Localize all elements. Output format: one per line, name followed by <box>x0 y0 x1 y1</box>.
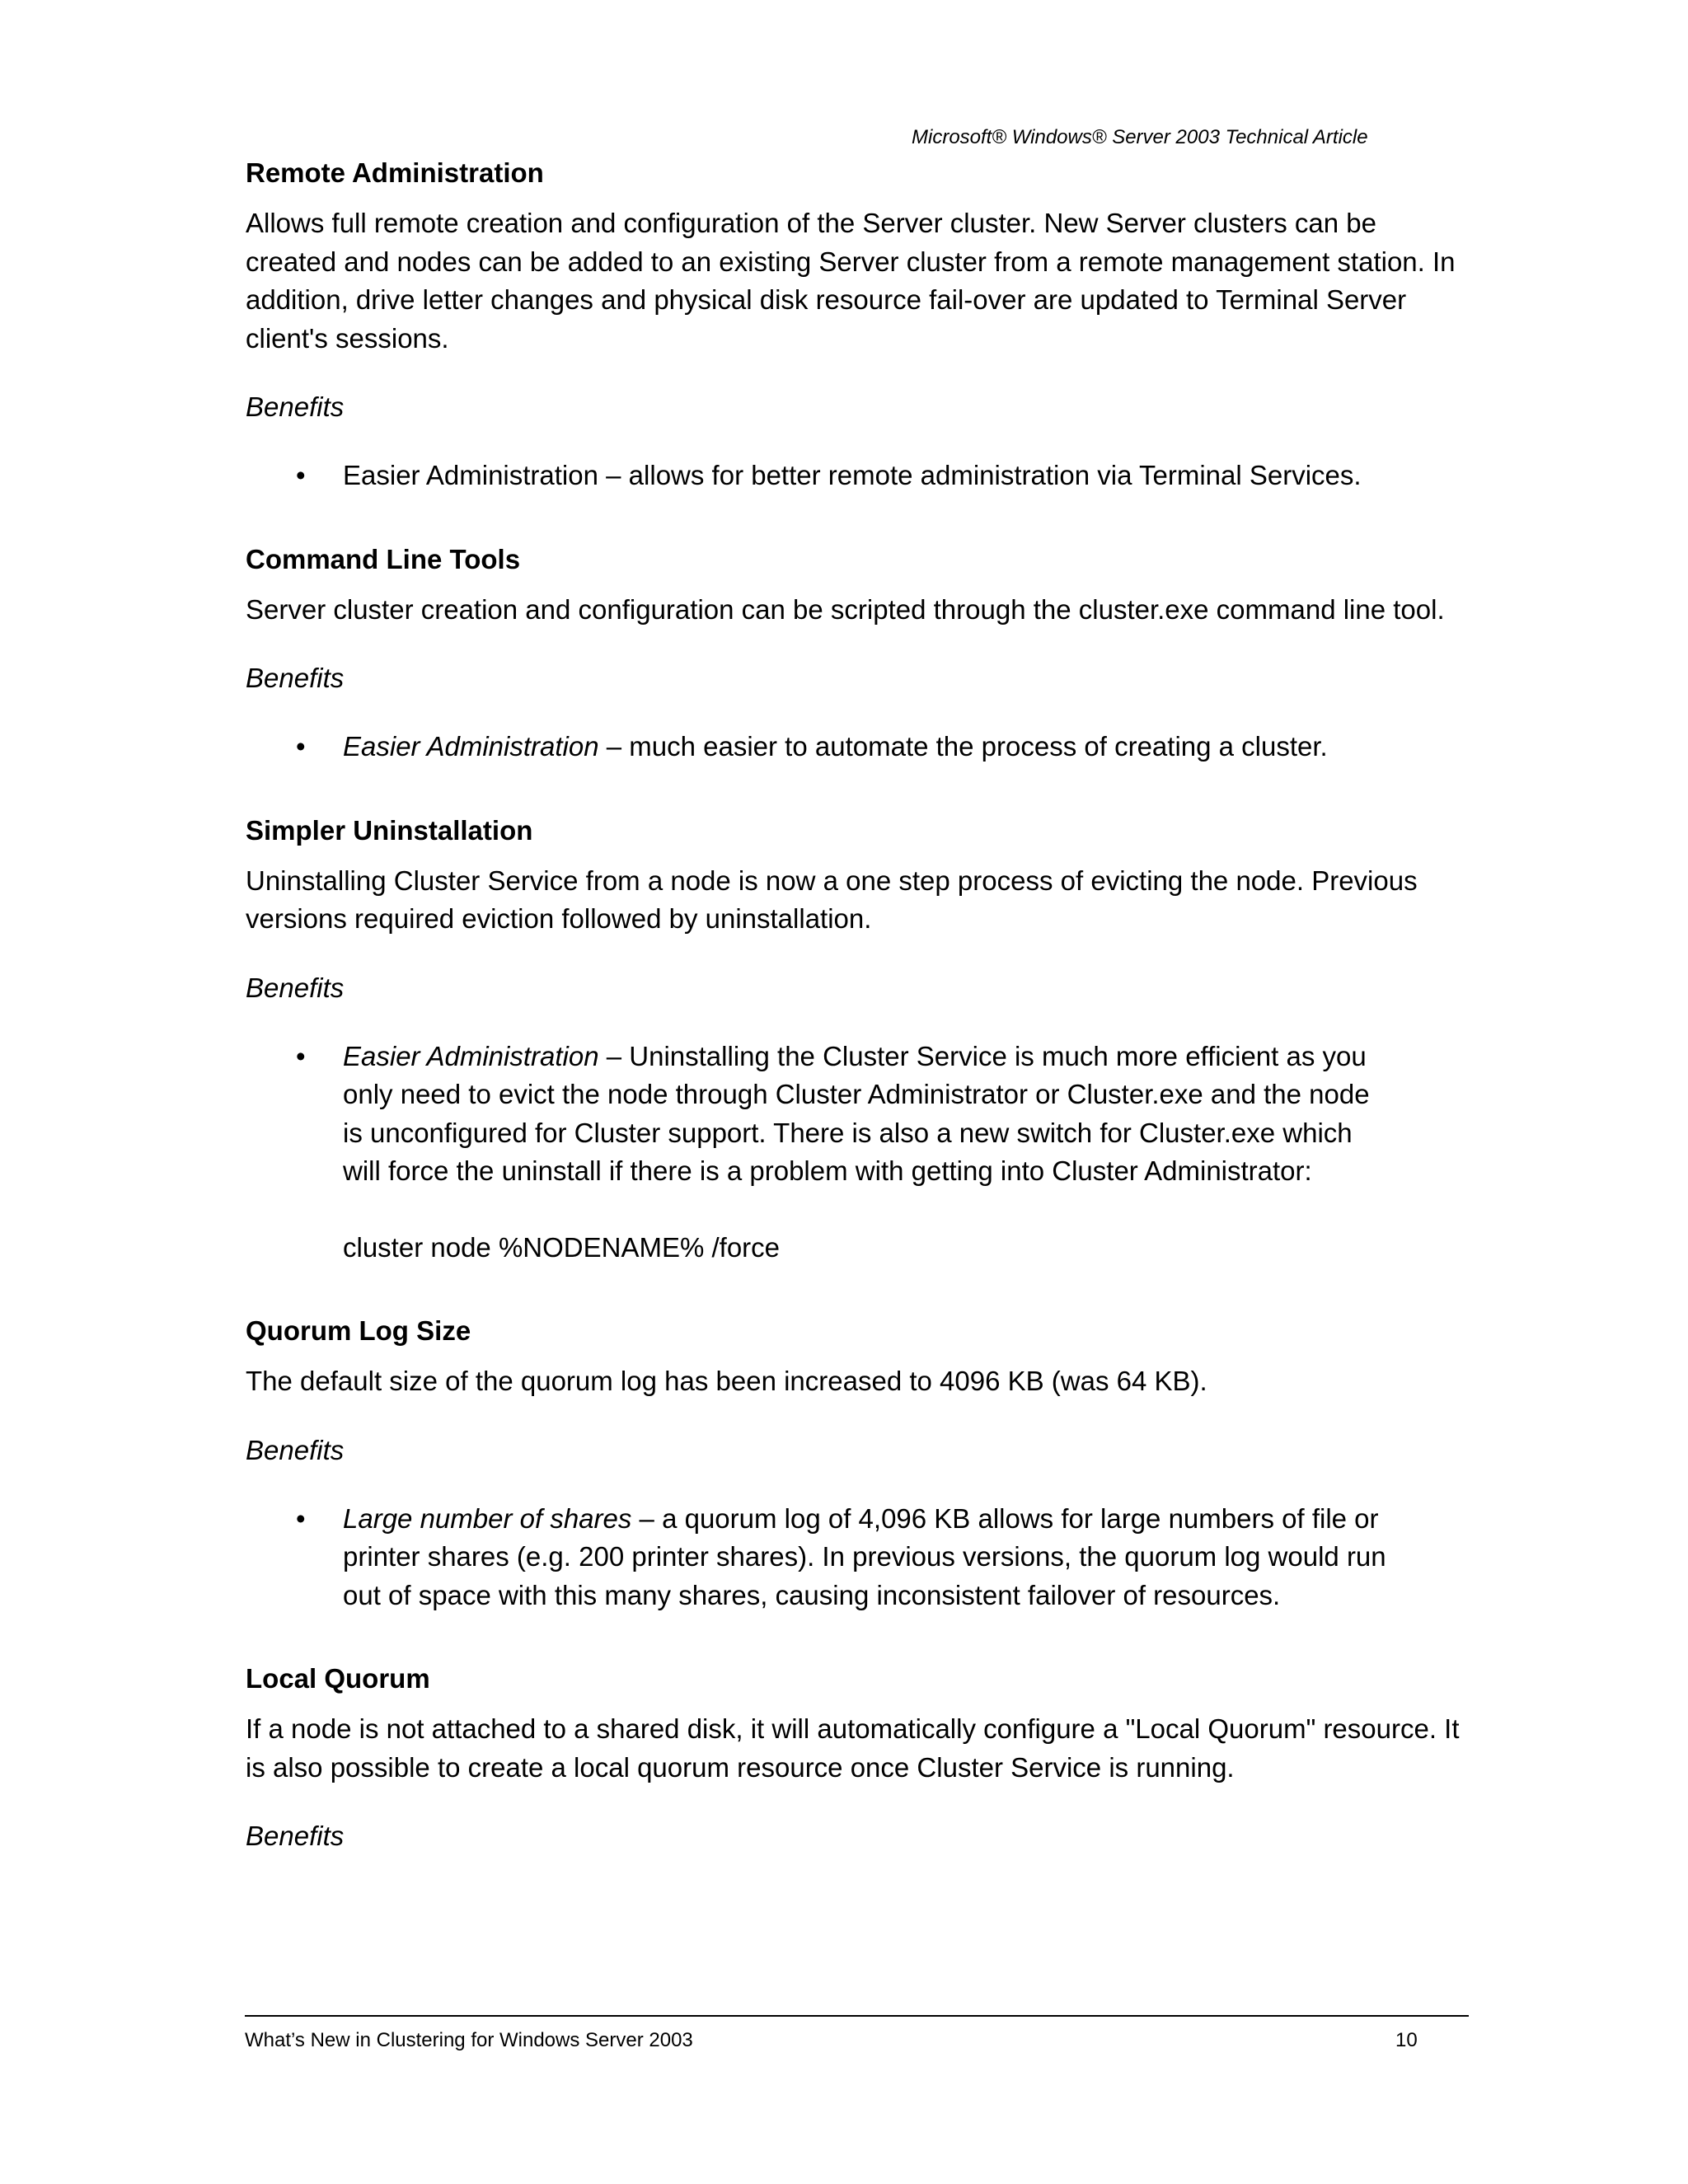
section-heading: Local Quorum <box>246 1663 430 1694</box>
benefit-lead: Easier Administration <box>343 460 598 490</box>
benefit-text: – a quorum log of 4,096 KB allows for large numbers of file or printer shares (e.g. 200 printer shares). In previous versions, the quorum log would run out of space with this many shares, causing inconsistent failover of resources. <box>343 1502 1386 1610</box>
section-paragraph: Server cluster creation and configuration can be scripted through the cluster.exe command line tool. <box>246 593 1445 625</box>
section-remote-administration <box>246 157 1474 495</box>
benefits-label: Benefits <box>246 972 345 1003</box>
section-local-quorum <box>246 1662 1474 1853</box>
benefits-list <box>246 1038 1474 1268</box>
benefit-term: Easier Administration <box>343 1040 599 1071</box>
bullet-icon: • <box>296 460 306 490</box>
section-heading: Simpler Uninstallation <box>246 814 533 846</box>
benefit-text: – much easier to automate the process of creating a cluster. <box>598 731 1328 762</box>
footer-divider <box>245 2015 1469 2017</box>
section-simpler-uninstallation <box>246 814 1474 1268</box>
benefit-term: Large number of shares <box>343 1502 632 1534</box>
section-heading: Remote Administration <box>246 157 544 188</box>
benefits-label: Benefits <box>246 1434 345 1465</box>
header-title: Microsoft® Windows® Server 2003 Technical Article <box>912 126 1368 148</box>
section-heading: Quorum Log Size <box>246 1315 471 1346</box>
benefits-list <box>246 457 1474 495</box>
benefit-text: – allows for better remote administration via Terminal Services. <box>598 460 1362 490</box>
bullet-icon: • <box>296 1502 306 1534</box>
benefits-list <box>246 728 1474 766</box>
footer-document-title: What’s New in Clustering for Windows Server 2003 <box>245 2029 693 2051</box>
document-body <box>246 157 1474 1886</box>
benefit-item <box>246 1038 1416 1268</box>
section-heading: Command Line Tools <box>246 543 521 574</box>
command-example: cluster node %NODENAME% /force <box>343 1231 781 1263</box>
benefits-list <box>246 1500 1474 1615</box>
section-paragraph: Uninstalling Cluster Service from a node is now a one step process of evicting the node. Previous versions required eviction followed by uninstallation. <box>246 865 1418 934</box>
section-paragraph: The default size of the quorum log has been increased to 4096 KB (was 64 KB). <box>246 1366 1207 1396</box>
benefit-item <box>246 457 1395 495</box>
benefit-item <box>246 728 1395 766</box>
benefit-text: – Uninstalling the Cluster Service is much more efficient as you only need to evict the node through Cluster Administrator or Cluster.exe and the node is unconfigured for Cluster support. There is also a new switch for Cluster.exe which will force the uninstall if there is a problem with getting into Cluster Administrator: <box>343 1040 1370 1186</box>
section-paragraph: If a node is not attached to a shared disk, it will automatically configure a "Local Quorum" resource. It is also possible to create a local quorum resource once Cluster Service is running. <box>246 1713 1460 1783</box>
benefits-label: Benefits <box>246 1821 345 1851</box>
page-number: 10 <box>1395 2029 1418 2051</box>
benefit-term: Easier Administration <box>343 731 599 762</box>
benefit-item <box>246 1500 1416 1615</box>
bullet-icon: • <box>296 731 306 762</box>
benefits-label: Benefits <box>246 663 345 693</box>
benefits-label: Benefits <box>246 391 345 422</box>
section-command-line-tools <box>246 543 1474 766</box>
bullet-icon: • <box>296 1040 306 1071</box>
section-paragraph: Allows full remote creation and configuration of the Server cluster. New Server clusters can be created and nodes can be added to an existing Server cluster from a remote management station. In addition, drive letter changes and physical disk resource fail-over are updated to Terminal Server client's sessions. <box>246 208 1456 354</box>
section-quorum-log-size <box>246 1315 1474 1615</box>
